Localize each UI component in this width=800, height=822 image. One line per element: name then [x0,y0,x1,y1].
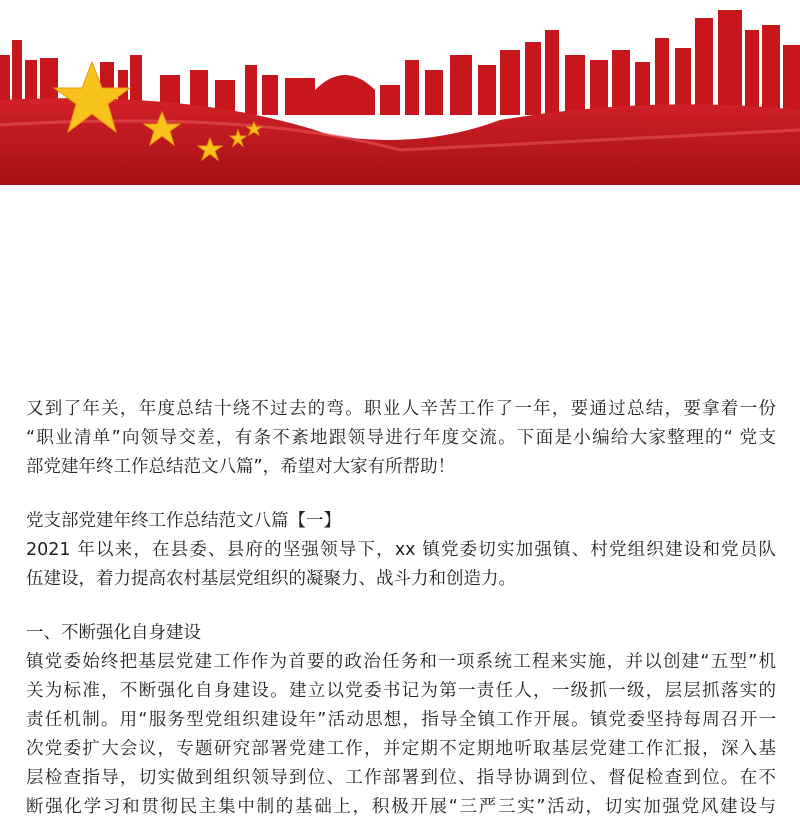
text-line: 次党委扩大会议，专题研究部署党建工作，并定期不定期地听取基层党建工作汇报，深入基 [26,739,776,759]
text-line: 层检查指导，切实做到组织领导到位、工作部署到位、指导协调到位、督促检查到位。在不 [26,768,776,788]
part-paragraph [26,648,776,822]
text-line: 断强化学习和贯彻民主集中制的基础上，积极开展“三严三实”活动，切实加强党风建设与 [26,797,776,817]
section-paragraph [26,536,776,594]
text-line: 镇党委始终把基层党建工作作为首要的政治任务和一项系统工程来实施，并以创建“五型”机 [26,652,776,672]
text-line: 责任机制。用“服务型党组织建设年”活动思想，指导全镇工作开展。镇党委坚持每周召开一 [26,710,776,730]
text-line: “职业清单”向领导交差，有条不紊地跟领导进行年度交流。下面是小编给大家整理的“ 党支 [26,428,776,448]
header-banner [0,0,800,185]
skyline-banner-graphic [0,0,800,185]
text-line: 又到了年关，年度总结十绕不过去的弯。职业人辛苦工作了一年，要通过总结，要拿着一份 [26,399,776,419]
section-title: 党支部党建年终工作总结范文八篇【一】 [26,511,341,531]
document-body [26,395,776,822]
text-line: 伍建设，着力提高农村基层党组织的凝聚力、战斗力和创造力。 [26,569,516,589]
part-heading: 一、不断强化自身建设 [26,623,201,643]
intro-paragraph [26,395,776,482]
text-line: 2021 年以来，在县委、县府的坚强领导下，xx 镇党委切实加强镇、村党组织建设和党员队 [26,540,776,560]
text-line: 部党建年终工作总结范文八篇”，希望对大家有所帮助！ [26,457,456,477]
text-line: 关为标准，不断强化自身建设。建立以党委书记为第一责任人，一级抓一级，层层抓落实的 [26,681,776,701]
